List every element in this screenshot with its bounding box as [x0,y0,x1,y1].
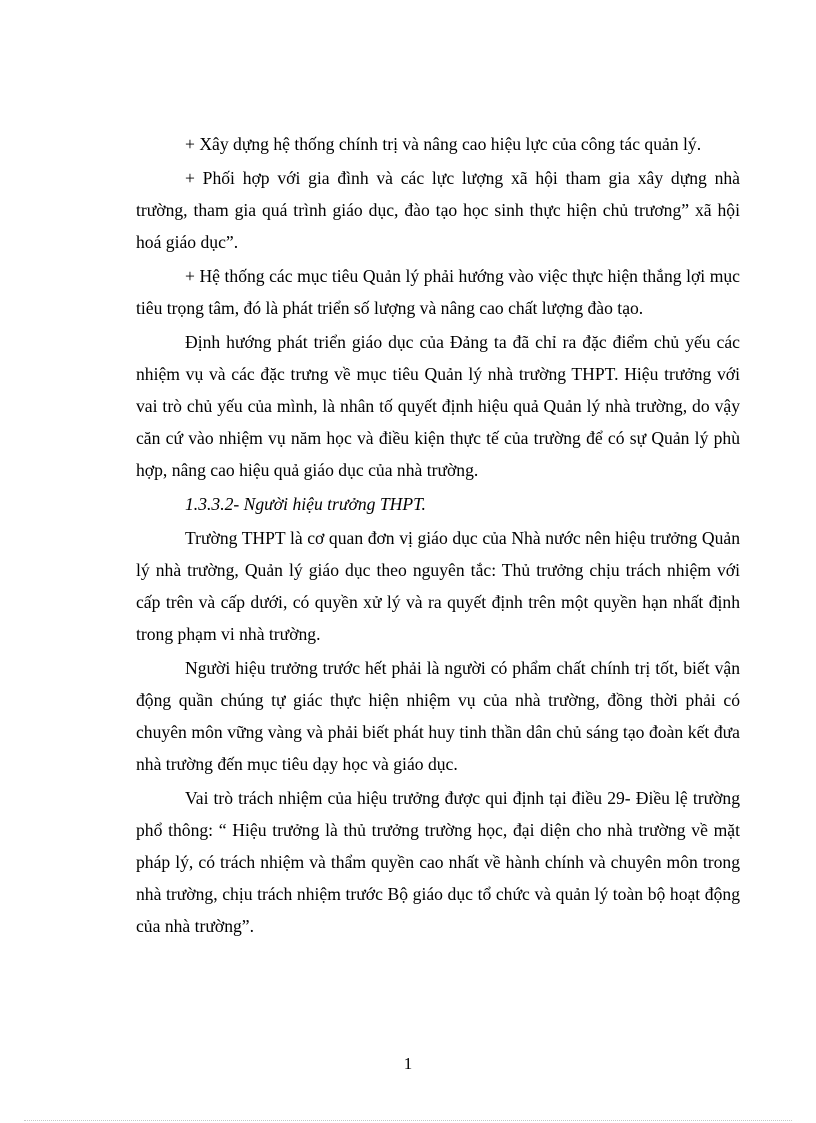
paragraph-coordination: + Phối hợp với gia đình và các lực lượng xã hội tham gia xây dựng nhà trường, tham gia quá trình giáo dục, đào tạo học sinh thực hiện chủ trương” xã hội hoá giáo dục”. [136,168,740,252]
paragraph-political-system: + Xây dựng hệ thống chính trị và nâng cao hiệu lực của công tác quản lý. [185,134,702,154]
paragraph-principal-role: Vai trò trách nhiệm của hiệu trưởng được qui định tại điều 29- Điều lệ trường phổ thông: “ Hiệu trưởng là thủ trưởng trường học, đại diện cho nhà trường về mặt pháp lý, có trách nhiệm và thẩm quyền cao nhất về hành chính và chuyên môn trong nhà trường, chịu trách nhiệm trước Bộ giáo dục tổ chức và quản lý toàn bộ hoạt động của nhà trường”. [136,788,740,936]
section-heading: 1.3.3.2- Người hiệu trưởng THPT. [185,494,426,514]
document-body [136,128,740,944]
page-number: 1 [403,1054,413,1073]
paragraph-management-goals: + Hệ thống các mục tiêu Quản lý phải hướng vào việc thực hiện thắng lợi mục tiêu trọng tâm, đó là phát triển số lượng và nâng cao chất lượng đào tạo. [136,266,740,318]
paragraph-education-orientation: Định hướng phát triển giáo dục của Đảng ta đã chỉ ra đặc điểm chủ yếu các nhiệm vụ và các đặc trưng về mục tiêu Quản lý nhà trường THPT. Hiệu trưởng với vai trò chủ yếu của mình, là nhân tố quyết định hiệu quả Quản lý nhà trường, do vậy căn cứ vào nhiệm vụ năm học và điều kiện thực tế của trường để có sự Quản lý phù hợp, nâng cao hiệu quả giáo dục của nhà trường. [136,332,740,480]
paragraph-school-principles: Trường THPT là cơ quan đơn vị giáo dục của Nhà nước nên hiệu trưởng Quản lý nhà trường, Quản lý giáo dục theo nguyên tắc: Thủ trưởng chịu trách nhiệm với cấp trên và cấp dưới, có quyền xử lý và ra quyết định trên một quyền hạn nhất định trong phạm vi nhà trường. [136,528,740,644]
page-bottom-border [24,1120,792,1121]
paragraph-principal-qualities: Người hiệu trưởng trước hết phải là người có phẩm chất chính trị tốt, biết vận động quần chúng tự giác thực hiện nhiệm vụ của nhà trường, đồng thời phải có chuyên môn vững vàng và phải biết phát huy tinh thần dân chủ sáng tạo đoàn kết đưa nhà trường đến mục tiêu dạy học và giáo dục. [136,658,740,774]
